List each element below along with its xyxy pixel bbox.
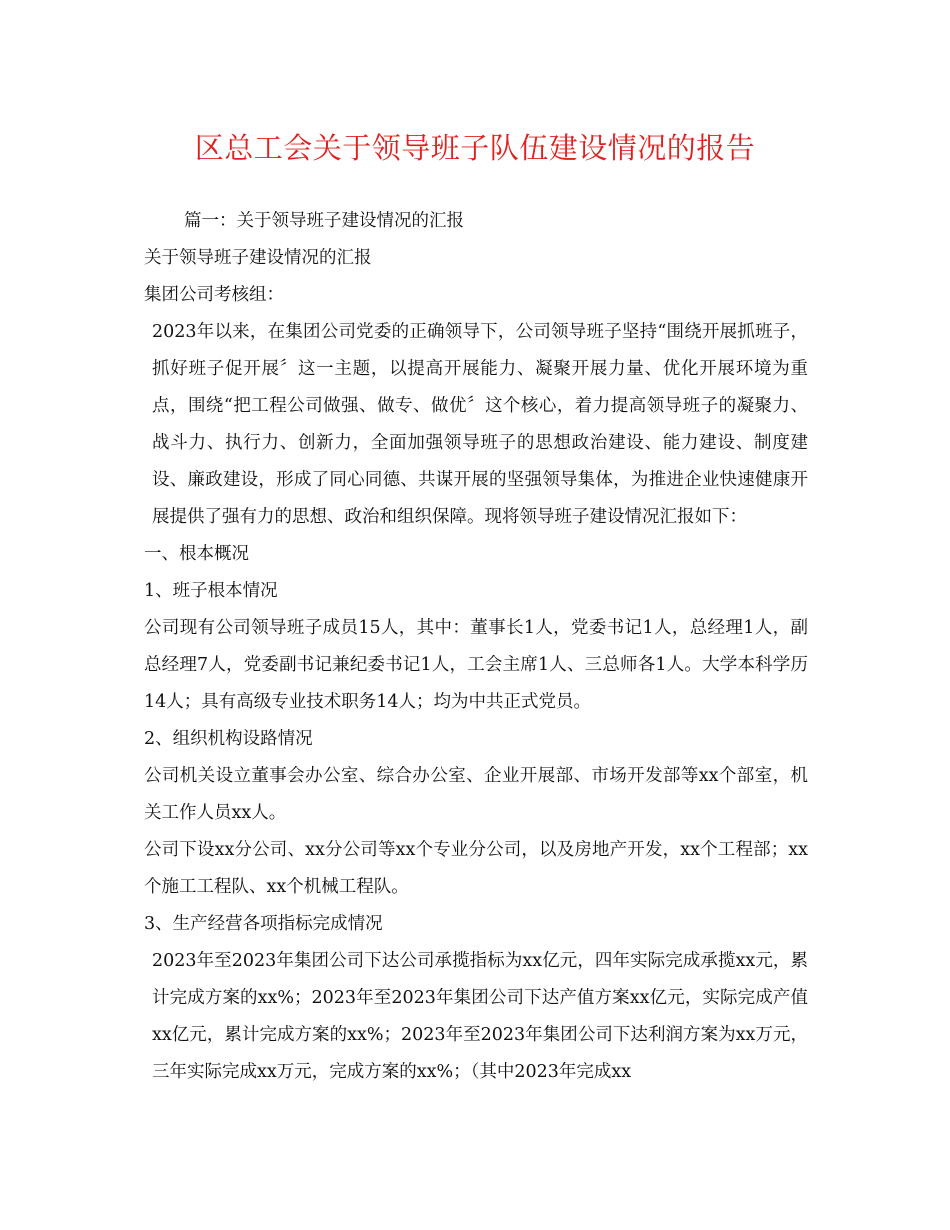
- subsection-heading: 3、生产经营各项指标完成情况: [144, 914, 383, 934]
- salutation: 集团公司考核组：: [144, 285, 284, 305]
- subsection-heading: 1、班子根本情况: [144, 581, 278, 601]
- section-heading: 一、根本概况: [144, 544, 249, 564]
- report-subtitle: 关于领导班子建设情况的汇报: [144, 248, 372, 268]
- body-paragraph: 公司下设xx分公司、xx分公司等xx个专业分公司，以及房地产开发，xx个工程部；xx个施工工程队、xx个机械工程队。: [144, 840, 808, 897]
- document-title: 区总工会关于领导班子队伍建设情况的报告: [194, 131, 756, 165]
- body-paragraph: 2023年至2023年集团公司下达公司承揽指标为xx亿元，四年实际完成承揽xx元，累计完成方案的xx%；2023年至2023年集团公司下达产值方案xx亿元，实际完成产值xx亿元，累计完成方案的xx%；2023年至2023年集团公司下达利润方案为xx万元，三年实际完成xx万元，完成方案的xx%；（其中2023年完成xx: [152, 951, 808, 1082]
- document-body: [144, 203, 808, 1091]
- subsection-heading: 2、组织机构设路情况: [144, 729, 313, 749]
- body-paragraph: 2023年以来，在集团公司党委的正确领导下，公司领导班子坚持“围绕开展抓班子，抓好班子促开展〞这一主题，以提高开展能力、凝聚开展力量、优化开展环境为重点，围绕“把工程公司做强、做专、做优〞这个核心，着力提高领导班子的凝聚力、战斗力、执行力、创新力，全面加强领导班子的思想政治建设、能力建设、制度建设、廉政建设，形成了同心同德、共谋开展的坚强领导集体，为推进企业快速健康开展提供了强有力的思想、政治和组织保障。现将领导班子建设情况汇报如下：: [152, 322, 808, 527]
- body-paragraph: 公司机关设立董事会办公室、综合办公室、企业开展部、市场开发部等xx个部室，机关工作人员xx人。: [144, 766, 808, 823]
- section-heading: 篇一：关于领导班子建设情况的汇报: [184, 211, 464, 231]
- body-paragraph: 公司现有公司领导班子成员15人，其中：董事长1人，党委书记1人，总经理1人，副总经理7人，党委副书记兼纪委书记1人，工会主席1人、三总师各1人。大学本科学历14人；具有高级专业技术职务14人；均为中共正式党员。: [144, 618, 808, 712]
